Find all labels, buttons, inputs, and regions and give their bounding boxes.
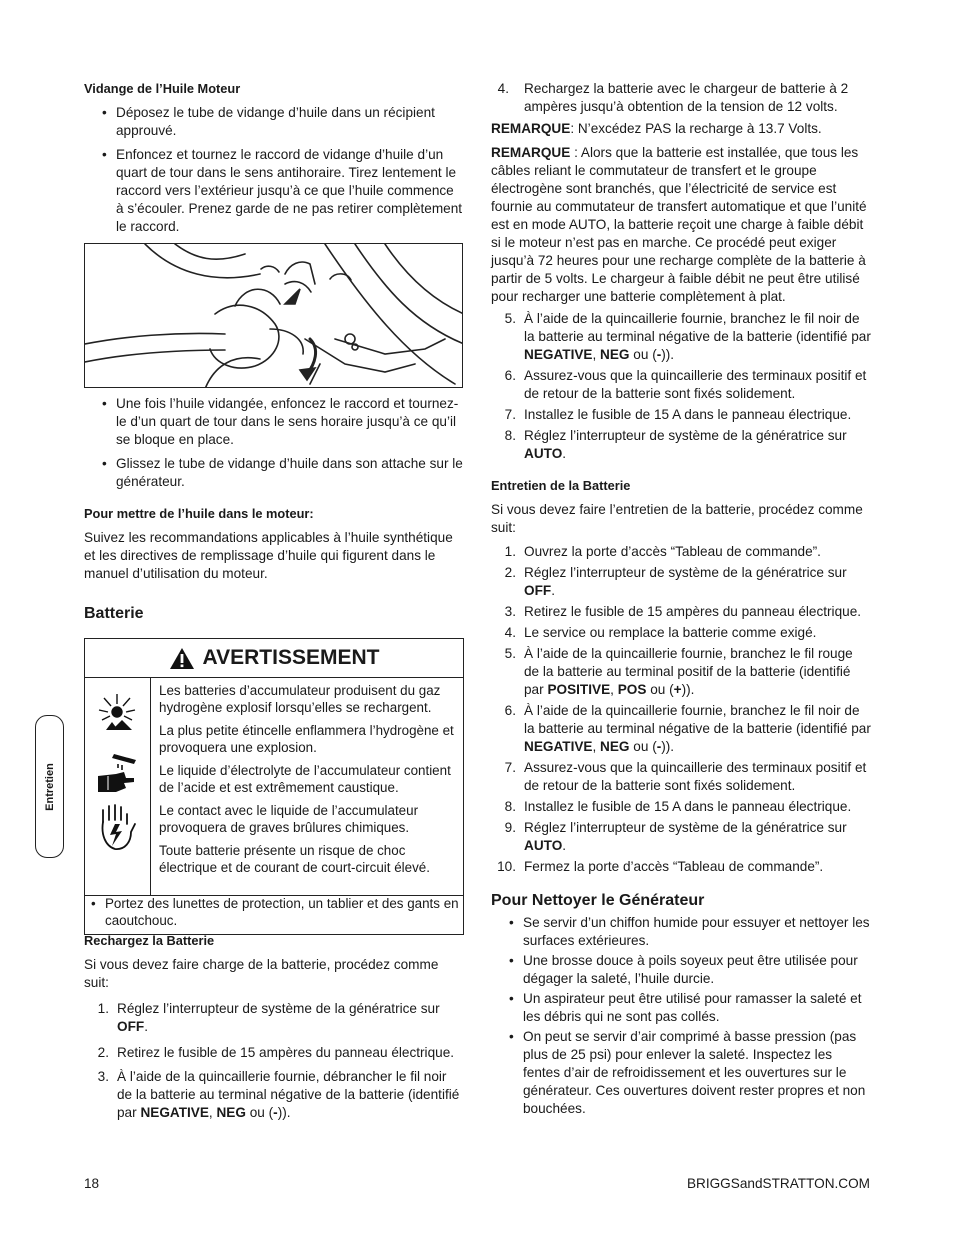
section-side-tab [35,715,64,858]
step-bold: NEG [216,1105,246,1120]
step-text: . [144,1019,148,1034]
step-text: Rechargez la batterie avec le chargeur de batterie à 2 ampères jusqu’à obtention de la tension de 12 volts. [524,81,849,114]
list-item: • Une brosse douce à poils soyeux peut être utilisée pour dégager la saleté, l’huile durcie. [491,952,871,988]
battery-heading: Batterie [84,605,144,622]
list-item [85,895,463,929]
step-bold: POSITIVE [547,682,611,697]
step-text: )). [661,347,675,362]
step-bold: NEGATIVE [524,347,593,362]
list-item [491,564,871,600]
list-item: • Se servir d’un chiffon humide pour essuyer et nettoyer les surfaces extérieures. [491,914,871,950]
step-bold: - [656,739,662,754]
list-item [491,603,871,621]
list-item [491,367,871,403]
step-text: Réglez l’interrupteur de système de la génératrice sur [117,1001,440,1016]
step-bold: NEGATIVE [140,1105,209,1120]
step-number: 4. [504,625,516,640]
step-text: Réglez l’interrupteur de système de la génératrice sur [524,565,847,580]
list-item [491,310,871,364]
list-item: • Glissez le tube de vidange d’huile dans son attache sur le générateur. [84,455,464,491]
step-text: Retirez le fusible de 15 ampères du panneau électrique. [524,604,862,619]
warning-icons [85,678,151,895]
step-number: 5. [504,646,516,661]
step-text: À l’aide de la quincaillerie fournie, branchez le fil rouge de la batterie au terminal positif de la batterie (identifié par [524,646,853,697]
list-item [491,543,871,561]
warning-paragraph: Toute batterie présente un risque de choc électrique et de courant de court-circuit élevé. [159,843,430,875]
step-number: 7. [504,760,516,775]
list-item [491,702,871,756]
list-item [491,858,871,876]
recharge-steps [84,1000,464,1122]
warning-box [84,638,464,935]
acid-burn-icon [94,750,140,796]
step-text: Installez le fusible de 15 A dans le panneau électrique. [524,799,852,814]
step-bold: AUTO [524,446,563,461]
list-item [84,1068,464,1122]
step-number: 5. [504,311,516,326]
warning-paragraph: La plus petite étincelle enflammera l’hydrogène et provoquera une explosion. [159,723,454,755]
oil-fill-heading: Pour mettre de l’huile dans le moteur: [84,506,314,521]
maint-heading: Entretien de la Batterie [491,478,631,493]
list-item [491,406,871,424]
warning-footer [85,895,463,929]
step-bold: NEG [600,739,630,754]
step-text: . [551,583,555,598]
step-number: 2. [97,1045,109,1060]
oil-drain-bullets [84,104,464,236]
warning-footer-text: Portez des lunettes de protection, un tablier et des gants en caoutchouc. [105,896,459,928]
step-text: , [592,739,601,754]
list-item [84,1044,464,1062]
step-bold: + [673,682,682,697]
step-text: ou ( [629,739,657,754]
list-item: • On peut se servir d’air comprimé à basse pression (pas plus de 25 psi) pour enlever la saleté. Inspectez les fentes d’air de refroidissement et les ouvertures sur le générateur. Ces ouvertures doivent rester propres et non bouchées. [491,1028,871,1118]
step-text: Assurez-vous que la quincaillerie des terminaux positif et de retour de la batterie sont fixés solidement. [524,368,867,401]
list-item [491,427,871,463]
oil-drain-illustration [84,243,463,388]
clean-bullets [491,914,871,1118]
warning-triangle-icon [169,647,195,670]
remark-text: : Alors que la batterie est installée, que tous les câbles reliant le commutateur de transfert et le groupe électrogène sont branchés, que l’électricité de service est fournie au commutateur de transfert automatique et que l’unité est en mode AUTO, la batterie reçoit une charge à faible débit si le moteur n’est pas en marche. Ce procédé peut exiger jusqu’à 72 heures pour une recharge complète de la batterie à partir de 5 volts. Le chargeur à faible débit ne peut être utilisé pour recharger une batterie complètement à plat. [491,145,867,304]
step-number: 10. [497,859,516,874]
step-number: 1. [97,1001,109,1016]
left-column-lower [84,395,464,623]
list-item [491,645,871,699]
oil-fill-text: Suivez les recommandations applicables à l’huile synthétique et les directives de remplissage d’huile qui figurent dans le manuel d’utilisation du moteur. [84,530,453,581]
step-text: Le service ou remplace la batterie comme exigé. [524,625,817,640]
oil-drain-heading: Vidange de l’Huile Moteur [84,81,241,96]
list-item: • Un aspirateur peut être utilisé pour ramasser la saleté et les débris qui ne sont pas collés. [491,990,871,1026]
warning-title: AVERTISSEMENT [202,646,380,669]
step-text: )). [681,682,695,697]
website: BRIGGSandSTRATTON.COM [686,1176,870,1191]
step-text: À l’aide de la quincaillerie fournie, débrancher le fil noir de la batterie au terminal négative de la batterie (identifié par [117,1069,460,1120]
left-column [84,80,464,236]
step-bold: - [656,347,662,362]
warning-body [85,678,463,896]
right-column [491,80,871,1118]
step-number: 8. [504,428,516,443]
step-text: À l’aide de la quincaillerie fournie, branchez le fil noir de la batterie au terminal négative de la batterie (identifié par [524,703,871,736]
step-text: ou ( [646,682,674,697]
list-item [84,1000,464,1036]
after-drain-bullets [84,395,464,491]
step-text: Assurez-vous que la quincaillerie des terminaux positif et de retour de la batterie sont fixés solidement. [524,760,867,793]
step-bold: AUTO [524,838,563,853]
step-number: 1. [504,544,516,559]
recharge-step-4 [491,80,871,116]
step-text: Installez le fusible de 15 A dans le panneau électrique. [524,407,852,422]
remark-1 [491,120,871,138]
remark-label: REMARQUE [491,121,571,136]
step-bold: OFF [524,583,552,598]
list-item: • Déposez le tube de vidange d’huile dans un récipient approuvé. [84,104,464,140]
step-text: Ouvrez la porte d’accès “Tableau de commande”. [524,544,821,559]
maint-steps [491,543,871,876]
step-text: ou ( [629,347,657,362]
remark-text: : N’excédez PAS la recharge à 13.7 Volts. [570,121,822,136]
list-item [491,759,871,795]
list-item [491,798,871,816]
step-text: , [592,347,601,362]
warning-text [159,682,459,882]
recharge-steps-5-8 [491,310,871,463]
step-text: )). [277,1105,291,1120]
step-text: Réglez l’interrupteur de système de la génératrice sur [524,820,847,835]
shock-hand-icon [95,802,141,852]
step-number: 6. [504,703,516,718]
step-number: 8. [504,799,516,814]
list-item: • Enfoncez et tournez le raccord de vidange d’huile d’un quart de tour dans le sens antihoraire. Tirez lentement le raccord vers l’extérieur jusqu’à ce que l’huile commence à s’écouler. Prenez garde de ne pas retirer complètement le raccord. [84,146,464,236]
step-number: 9. [504,820,516,835]
remark-2 [491,144,871,306]
explosion-icon [94,690,140,732]
list-item [491,624,871,642]
step-text: , [610,682,618,697]
step-number: 6. [504,368,516,383]
recharge-section [84,932,464,1122]
maint-intro: Si vous devez faire l’entretien de la batterie, procédez comme suit: [491,502,863,535]
recharge-intro: Si vous devez faire charge de la batterie, procédez comme suit: [84,957,439,990]
remark-label: REMARQUE [491,145,571,160]
step-text: )). [661,739,675,754]
step-text: . [562,838,567,853]
step-bold: NEG [600,347,630,362]
step-text: . [562,446,567,461]
step-text: Réglez l’interrupteur de système de la génératrice sur [524,428,847,443]
list-item: • Une fois l’huile vidangée, enfoncez le raccord et tournez-le d’un quart de tour dans le sens horaire jusqu’à ce qu’il se bloque en place. [84,395,464,449]
warning-header [85,639,463,678]
page-number: 18 [84,1176,100,1191]
step-bold: POS [617,682,647,697]
list-item [491,819,871,855]
step-text: ou ( [245,1105,274,1120]
step-number: 3. [97,1069,109,1084]
step-number: 2. [504,565,516,580]
step-number: 7. [504,407,516,422]
step-bold: OFF [117,1019,145,1034]
warning-paragraph: Le contact avec le liquide de l’accumulateur provoquera de graves brûlures chimiques. [159,803,419,835]
warning-paragraph: Le liquide d’électrolyte de l’accumulateur contient de l’acide et est extrêmement caustique. [159,763,451,795]
oil-drain-drawing [85,244,463,388]
step-text: Fermez la porte d’accès “Tableau de commande”. [524,859,824,874]
warning-footer-list [85,895,463,929]
step-number: 3. [504,604,516,619]
step-text: À l’aide de la quincaillerie fournie, branchez le fil noir de la batterie au terminal négative de la batterie (identifié par [524,311,871,344]
step-number: 4. [497,81,509,96]
warning-paragraph: Les batteries d’accumulateur produisent du gaz hydrogène explosif lorsqu’elles se rechargent. [159,683,441,715]
step-bold: NEGATIVE [524,739,593,754]
recharge-heading: Rechargez la Batterie [84,933,215,948]
step-bold: - [273,1105,278,1120]
clean-heading: Pour Nettoyer le Générateur [491,892,705,909]
step-text: Retirez le fusible de 15 ampères du panneau électrique. [117,1045,455,1060]
list-item [491,80,871,116]
step-text: , [208,1105,217,1120]
side-tab-label: Entretien [43,762,56,811]
